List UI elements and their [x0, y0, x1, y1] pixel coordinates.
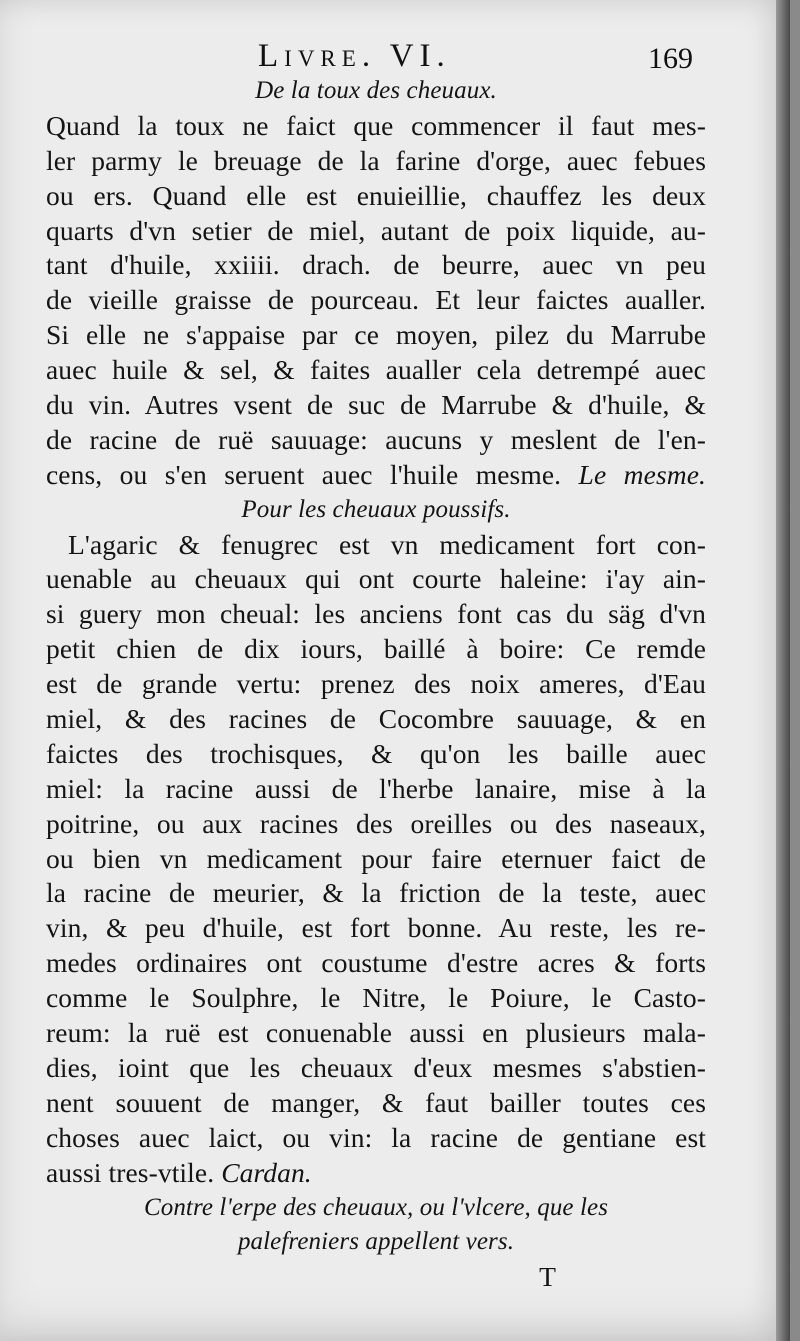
text-line: petit chien de dix iours, baillé à boire: Ce remde	[46, 633, 706, 665]
attribution: Cardan.	[221, 1156, 312, 1188]
text-line: ler parmy le breuage de la farine d'orge, auec febues	[46, 144, 706, 176]
text-line: cens, ou s'en seruent auec l'huile mesme.	[46, 458, 562, 490]
text-line: auec huile & sel, & faites aualler cela detrempé auec	[46, 354, 706, 386]
text-line: miel, & des racines de Cocombre sauuage, & en	[46, 703, 706, 735]
text-line-with-attribution	[46, 1156, 706, 1191]
page-edge-shadow	[776, 0, 790, 1341]
text-line: faictes des trochisques, & qu'on les baille auec	[46, 737, 706, 769]
text-line: la racine de meurier, & la friction de la teste, auec	[46, 877, 706, 909]
text-line: medes ordinaires ont coustume d'estre acres & forts	[46, 947, 706, 979]
text-line: L'agaric & fenugrec est vn medicament fort con-	[68, 528, 706, 560]
text-line: uenable au cheuaux qui ont courte haleine: i'ay ain-	[46, 563, 706, 595]
section-title-erpe-line-2: palefreniers appellent vers.	[237, 1228, 515, 1256]
text-line: de racine de ruë sauuage: aucuns y meslent de l'en-	[46, 423, 706, 455]
catchword: T	[539, 1261, 556, 1293]
text-line: quarts d'vn setier de miel, autant de poix liquide, au-	[46, 214, 706, 246]
text-line: tant d'huile, xxiiii. drach. de beurre, auec vn peu	[46, 249, 706, 281]
text-line-with-attribution	[46, 458, 706, 493]
text-line: du vin. Autres vsent de suc de Marrube & d'huile, &	[46, 389, 706, 421]
attribution: Le mesme.	[578, 458, 706, 490]
text-line: vin, & peu d'huile, est fort bonne. Au reste, les re-	[46, 912, 706, 944]
text-line: dies, ioint que les cheuaux d'eux mesmes s'abstien-	[46, 1051, 706, 1083]
text-line: choses auec laict, ou vin: la racine de gentiane est	[46, 1121, 706, 1153]
text-line: poitrine, ou aux racines des oreilles ou des naseaux,	[46, 807, 706, 839]
text-line: miel: la racine aussi de l'herbe lanaire, mise à la	[46, 772, 706, 804]
text-line: comme le Soulphre, le Nitre, le Poiure, le Casto-	[46, 982, 706, 1014]
running-head: Livre. VI.	[258, 38, 451, 74]
section-title-poussifs: Pour les cheuaux poussifs.	[241, 495, 511, 523]
text-block	[46, 74, 706, 1295]
text-line: reum: la ruë est conuenable aussi en plusieurs mala-	[46, 1017, 706, 1049]
text-line: Si elle ne s'appaise par ce moyen, pilez du Marrube	[46, 319, 706, 351]
text-line: est de grande vertu: prenez des noix ameres, d'Eau	[46, 668, 706, 700]
text-line: si guery mon cheual: les anciens font cas du säg d'vn	[46, 598, 706, 630]
page-number: 169	[648, 42, 693, 75]
text-line: ou ers. Quand elle est enuieillie, chauffez les deux	[46, 179, 706, 211]
text-line: nent souuent de manger, & faut bailler toutes ces	[46, 1086, 706, 1118]
text-line: Quand la toux ne faict que commencer il faut mes-	[46, 109, 706, 141]
text-line: de vieille graisse de pourceau. Et leur faictes aualler.	[46, 284, 706, 316]
text-line: ou bien vn medicament pour faire eternuer faict de	[46, 842, 706, 874]
section-title-erpe-line-1: Contre l'erpe des cheuaux, ou l'vlcere, que les	[143, 1193, 609, 1221]
text-line: aussi tres-vtile.	[46, 1156, 215, 1188]
section-title-cough: De la toux des cheuaux.	[255, 77, 497, 104]
